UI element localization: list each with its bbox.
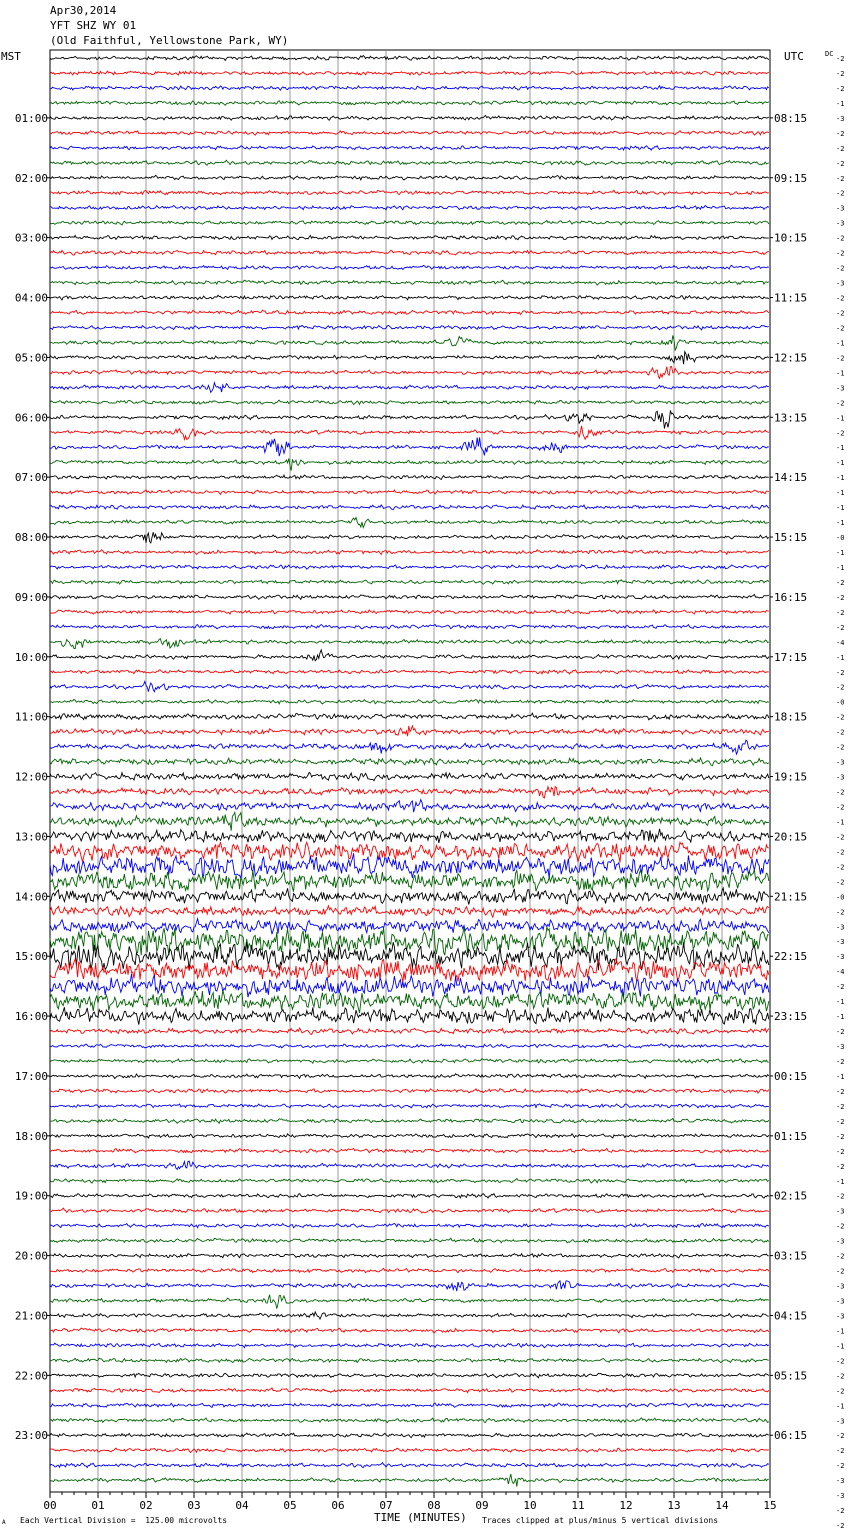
seismic-trace: [50, 800, 769, 813]
seismic-trace: [50, 1223, 769, 1228]
seismic-trace: [50, 532, 769, 543]
utc-hour-label: 11:15: [774, 291, 808, 305]
dc-offset-label: -2: [836, 683, 845, 692]
seismic-trace: [50, 1295, 769, 1309]
mst-hour-label: 19:00: [14, 1189, 48, 1203]
seismic-trace: [50, 383, 769, 393]
utc-hour-label: 13:15: [774, 411, 808, 425]
dc-offset-label: -0: [836, 698, 845, 707]
dc-offset-label: -2: [836, 668, 845, 677]
seismic-trace: [50, 565, 769, 570]
seismic-trace: [50, 812, 769, 830]
dc-offset-label: -2: [836, 1252, 845, 1261]
date-label: Apr30,2014: [50, 4, 117, 17]
dc-offset-label: -3: [836, 1237, 845, 1246]
dc-offset-label: -1: [836, 459, 845, 468]
utc-hour-label: 18:15: [774, 710, 808, 724]
seismic-trace: [50, 888, 769, 905]
seismic-trace: [50, 974, 769, 998]
seismic-trace: [50, 160, 769, 165]
seismic-trace: [50, 325, 769, 330]
seismic-trace: [50, 726, 769, 736]
dc-offset-label: -3: [836, 204, 845, 213]
dc-offset-label: -2: [836, 159, 845, 168]
seismic-trace: [50, 1474, 769, 1487]
utc-hour-label: 00:15: [774, 1069, 808, 1083]
utc-hour-label: 22:15: [774, 950, 808, 964]
dc-offset-label: -4: [836, 638, 845, 647]
dc-offset-label: -1: [836, 1072, 845, 1081]
seismic-trace: [50, 1119, 769, 1124]
x-tick-label: 00: [43, 1499, 57, 1512]
x-tick-label: 04: [235, 1499, 249, 1512]
dc-offset-label: -2: [836, 1267, 845, 1276]
seismic-trace: [50, 310, 769, 314]
x-tick-label: 07: [379, 1499, 393, 1512]
dc-offset-label: -3: [836, 219, 845, 228]
seismic-trace: [50, 772, 769, 780]
seismic-trace: [50, 1418, 769, 1423]
seismic-trace: [50, 146, 769, 150]
mst-hour-label: 14:00: [14, 890, 48, 904]
seismic-trace: [50, 1044, 769, 1048]
x-tick-label: 02: [139, 1499, 153, 1512]
dc-offset-label: -1: [836, 414, 845, 423]
seismic-trace: [50, 1074, 769, 1079]
seismic-trace: [50, 1007, 769, 1024]
seismic-trace: [50, 550, 769, 555]
dc-offset-label: -4: [836, 968, 845, 977]
mst-hour-label: 13:00: [14, 830, 48, 844]
dc-offset-label: -0: [836, 534, 845, 543]
seismic-trace: [50, 1134, 769, 1138]
seismic-trace: [50, 670, 769, 674]
dc-offset-label: -2: [836, 728, 845, 737]
dc-offset-label: -3: [836, 1207, 845, 1216]
dc-offset-label: -3: [836, 1312, 845, 1321]
mst-hour-label: 11:00: [14, 710, 48, 724]
dc-offset-label: -1: [836, 519, 845, 528]
utc-hour-label: 09:15: [774, 171, 808, 185]
mst-hour-label: 12:00: [14, 770, 48, 784]
seismic-trace: [50, 1388, 769, 1393]
mst-hour-label: 18:00: [14, 1129, 48, 1143]
mst-hour-label: 21:00: [14, 1309, 48, 1323]
utc-hour-label: 20:15: [774, 830, 808, 844]
mst-hour-label: 17:00: [14, 1069, 48, 1083]
dc-offset-label: -2: [836, 1087, 845, 1096]
seismic-trace: [50, 639, 769, 649]
seismic-trace: [50, 1403, 769, 1408]
dc-offset-label: -2: [836, 1372, 845, 1381]
dc-offset-label: -2: [836, 1102, 845, 1111]
left-axis-title: MST: [1, 50, 21, 63]
dc-offset-label: -3: [836, 1477, 845, 1486]
seismic-trace: [50, 1253, 769, 1258]
seismic-trace: [50, 280, 769, 285]
dc-offset-label: -2: [836, 593, 845, 602]
seismic-trace: [50, 1328, 769, 1333]
dc-offset-label: -2: [836, 1162, 845, 1171]
seismic-trace: [50, 1358, 769, 1363]
seismic-trace: [50, 610, 769, 614]
seismic-trace: [50, 1104, 769, 1108]
dc-offset-label: -2: [836, 354, 845, 363]
utc-hour-label: 15:15: [774, 531, 808, 545]
seismic-trace: [50, 1208, 769, 1213]
x-tick-label: 15: [763, 1499, 777, 1512]
mst-hour-label: 07:00: [14, 471, 48, 485]
dc-offset-label: -2: [836, 429, 845, 438]
dc-offset-label: -1: [836, 998, 845, 1007]
mst-hour-label: 08:00: [14, 531, 48, 545]
dc-offset-label: -3: [836, 279, 845, 288]
x-tick-label: 12: [619, 1499, 633, 1512]
seismic-trace: [50, 959, 769, 983]
dc-offset-label: -2: [836, 863, 845, 872]
mst-hour-label: 23:00: [14, 1429, 48, 1443]
seismic-trace: [50, 1161, 769, 1169]
seismic-trace: [50, 518, 769, 528]
clip-note: Traces clipped at plus/minus 5 vertical divisions: [482, 1516, 719, 1525]
dc-offset-label: -2: [836, 399, 845, 408]
seismic-trace: [50, 336, 769, 351]
dc-offset-label: -3: [836, 773, 845, 782]
dc-offset-label: -2: [836, 55, 845, 63]
dc-offset-label: -1: [836, 818, 845, 827]
dc-offset-label: -2: [836, 189, 845, 198]
dc-offset-label: -3: [836, 1282, 845, 1291]
dc-offset-label: -2: [836, 294, 845, 303]
utc-hour-label: 02:15: [774, 1189, 808, 1203]
dc-offset-label: -2: [836, 324, 845, 333]
seismic-trace: [50, 101, 769, 106]
seismic-trace: [50, 1028, 769, 1034]
seismic-trace: [50, 682, 769, 692]
seismic-trace: [50, 595, 769, 600]
dc-offset-label: -1: [836, 369, 845, 378]
dc-offset-label: -1: [836, 1402, 845, 1411]
seismic-trace: [50, 1268, 769, 1272]
mst-hour-label: 09:00: [14, 590, 48, 604]
seismic-trace: [50, 1238, 769, 1243]
dc-offset-label: -2: [836, 1222, 845, 1231]
dc-offset-label: -3: [836, 1297, 845, 1306]
utc-hour-label: 12:15: [774, 351, 808, 365]
seismic-trace: [50, 367, 769, 379]
utc-hour-label: 14:15: [774, 471, 808, 485]
dc-offset-label: -2: [836, 788, 845, 797]
dc-offset-label: -1: [836, 1342, 845, 1351]
seismic-trace: [50, 206, 769, 210]
x-tick-label: 08: [427, 1499, 441, 1512]
seismic-trace: [50, 1463, 769, 1468]
dc-offset-label: -2: [836, 878, 845, 887]
dc-offset-label: -2: [836, 1028, 845, 1037]
dc-offset-label: -2: [836, 1357, 845, 1366]
dc-offset-label: -2: [836, 983, 845, 992]
mst-hour-label: 16:00: [14, 1010, 48, 1024]
seismic-trace: [50, 190, 769, 195]
dc-offset-label: -1: [836, 1177, 845, 1186]
dc-offset-label: -2: [836, 234, 845, 243]
utc-hour-label: 21:15: [774, 890, 808, 904]
x-axis-title: TIME (MINUTES): [374, 1511, 467, 1524]
x-tick-label: 06: [331, 1499, 345, 1512]
seismic-trace: [50, 411, 769, 429]
seismic-trace: [50, 1433, 769, 1438]
seismic-trace: [50, 71, 769, 75]
dc-offset-label: -1: [836, 444, 845, 453]
dc-offset-label: -1: [836, 563, 845, 572]
seismic-trace: [50, 927, 769, 955]
dc-offset-label: -3: [836, 114, 845, 123]
dc-offset-label: -2: [836, 1432, 845, 1441]
dc-offset-label: -2: [836, 1507, 845, 1516]
dc-offset-label: -3: [836, 1043, 845, 1052]
x-tick-label: 11: [571, 1499, 585, 1512]
dc-offset-label: -3: [836, 938, 845, 947]
seismic-trace: [50, 1059, 769, 1064]
dc-offset-label: -3: [836, 384, 845, 393]
seismic-trace: [50, 740, 769, 754]
x-tick-label: 13: [667, 1499, 681, 1512]
dc-offset-label: -3: [836, 1417, 845, 1426]
x-tick-label: 09: [475, 1499, 489, 1512]
x-tick-label: 01: [91, 1499, 105, 1512]
seismic-trace: [50, 919, 769, 934]
seismic-trace: [50, 1373, 769, 1378]
seismic-trace: [50, 1281, 769, 1291]
x-tick-label: 14: [715, 1499, 729, 1512]
dc-offset-label: -2: [836, 174, 845, 183]
dc-offset-label: -1: [836, 489, 845, 498]
seismic-trace: [50, 580, 769, 584]
dc-offset-label: -2: [836, 1117, 845, 1126]
dc-offset-label: -2: [836, 264, 845, 273]
utc-hour-label: 23:15: [774, 1010, 808, 1024]
mst-hour-label: 10:00: [14, 650, 48, 664]
seismic-trace: [50, 250, 769, 255]
seismic-trace: [50, 758, 769, 766]
seismic-trace: [50, 1148, 769, 1152]
dc-offset-label: -2: [836, 803, 845, 812]
mst-hour-label: 02:00: [14, 171, 48, 185]
seismic-trace: [50, 1448, 769, 1452]
utc-hour-label: 05:15: [774, 1369, 808, 1383]
dc-offset-label: -2: [836, 1522, 845, 1531]
dc-offset-label: -2: [836, 129, 845, 138]
seismic-trace: [50, 490, 769, 494]
utc-hour-label: 10:15: [774, 231, 808, 245]
mst-hour-label: 22:00: [14, 1369, 48, 1383]
dc-offset-label: -1: [836, 653, 845, 662]
seismic-trace: [50, 116, 769, 121]
corner-mark: A: [2, 1519, 6, 1526]
dc-offset-label: -1: [836, 99, 845, 108]
utc-hour-label: 16:15: [774, 590, 808, 604]
seismic-trace: [50, 236, 769, 240]
seismic-trace: [50, 86, 769, 91]
utc-hour-label: 06:15: [774, 1429, 808, 1443]
mst-hour-label: 01:00: [14, 111, 48, 125]
dc-offset-label: -1: [836, 504, 845, 513]
dc-offset-label: -1: [836, 1013, 845, 1022]
dc-offset-label: -3: [836, 1492, 845, 1501]
dc-offset-label: -2: [836, 578, 845, 587]
seismic-trace: [50, 1343, 769, 1348]
mst-hour-label: 20:00: [14, 1249, 48, 1263]
utc-hour-label: 19:15: [774, 770, 808, 784]
seismic-trace: [50, 625, 769, 629]
utc-hour-label: 01:15: [774, 1129, 808, 1143]
dc-offset-label: -2: [836, 848, 845, 857]
dc-offset-label: -2: [836, 833, 845, 842]
utc-hour-label: 04:15: [774, 1309, 808, 1323]
dc-offset-label: -2: [836, 1447, 845, 1456]
dc-offset-label: -1: [836, 549, 845, 558]
dc-offset-label: -2: [836, 743, 845, 752]
seismic-trace: [50, 459, 769, 471]
seismic-trace: [50, 699, 769, 704]
x-tick-label: 05: [283, 1499, 297, 1512]
dc-offset-label: -2: [836, 1387, 845, 1396]
dc-offset-label: -0: [836, 893, 845, 902]
seismic-trace: [50, 437, 769, 456]
seismic-trace: [50, 175, 769, 180]
seismic-trace: [50, 787, 769, 798]
seismic-trace: [50, 713, 769, 720]
seismic-trace: [50, 829, 769, 843]
dc-label: DC: [825, 50, 834, 58]
seismic-trace: [50, 475, 769, 480]
seismic-trace: [50, 426, 769, 440]
dc-offset-label: -3: [836, 758, 845, 767]
seismic-trace: [50, 56, 769, 61]
seismic-trace: [50, 221, 769, 226]
dc-offset-label: -2: [836, 1462, 845, 1471]
vertical-division-note: Each Vertical Division = 125.00 microvolts: [20, 1516, 228, 1525]
mst-hour-label: 15:00: [14, 950, 48, 964]
dc-offset-label: -2: [836, 608, 845, 617]
utc-hour-label: 17:15: [774, 650, 808, 664]
seismic-trace: [50, 906, 769, 917]
dc-offset-label: -1: [836, 474, 845, 483]
seismic-trace: [50, 853, 769, 878]
seismic-trace: [50, 505, 769, 510]
mst-hour-label: 04:00: [14, 291, 48, 305]
dc-offset-label: -2: [836, 713, 845, 722]
dc-offset-label: -2: [836, 69, 845, 78]
dc-offset-label: -1: [836, 339, 845, 348]
dc-offset-label: -1: [836, 1327, 845, 1336]
dc-offset-label: -2: [836, 623, 845, 632]
utc-hour-label: 08:15: [774, 111, 808, 125]
dc-offset-label: -2: [836, 309, 845, 318]
dc-offset-label: -2: [836, 908, 845, 917]
mst-hour-label: 03:00: [14, 231, 48, 245]
seismic-trace: [50, 1194, 769, 1199]
seismic-trace: [50, 650, 769, 661]
mst-hour-label: 06:00: [14, 411, 48, 425]
dc-offset-label: -3: [836, 923, 845, 932]
dc-offset-label: -2: [836, 144, 845, 153]
seismic-trace: [50, 131, 769, 136]
seismic-trace: [50, 352, 769, 365]
dc-offset-label: -2: [836, 1132, 845, 1141]
dc-offset-label: -2: [836, 1192, 845, 1201]
seismic-trace: [50, 265, 769, 269]
mst-hour-label: 05:00: [14, 351, 48, 365]
location-label: (Old Faithful, Yellowstone Park, WY): [50, 34, 289, 47]
dc-offset-label: -2: [836, 249, 845, 258]
dc-offset-label: -3: [836, 953, 845, 962]
right-axis-title: UTC: [784, 50, 804, 63]
station-label: YFT SHZ WY 01: [50, 19, 137, 32]
seismic-trace: [50, 1179, 769, 1184]
utc-hour-label: 03:15: [774, 1249, 808, 1263]
x-tick-label: 10: [523, 1499, 537, 1512]
seismic-trace: [50, 295, 769, 300]
seismic-trace: [50, 1312, 769, 1319]
dc-offset-label: -2: [836, 1057, 845, 1066]
dc-offset-label: -2: [836, 1147, 845, 1156]
seismic-trace: [50, 1089, 769, 1094]
dc-offset-label: -2: [836, 84, 845, 93]
x-tick-label: 03: [187, 1499, 201, 1512]
seismic-trace: [50, 400, 769, 404]
